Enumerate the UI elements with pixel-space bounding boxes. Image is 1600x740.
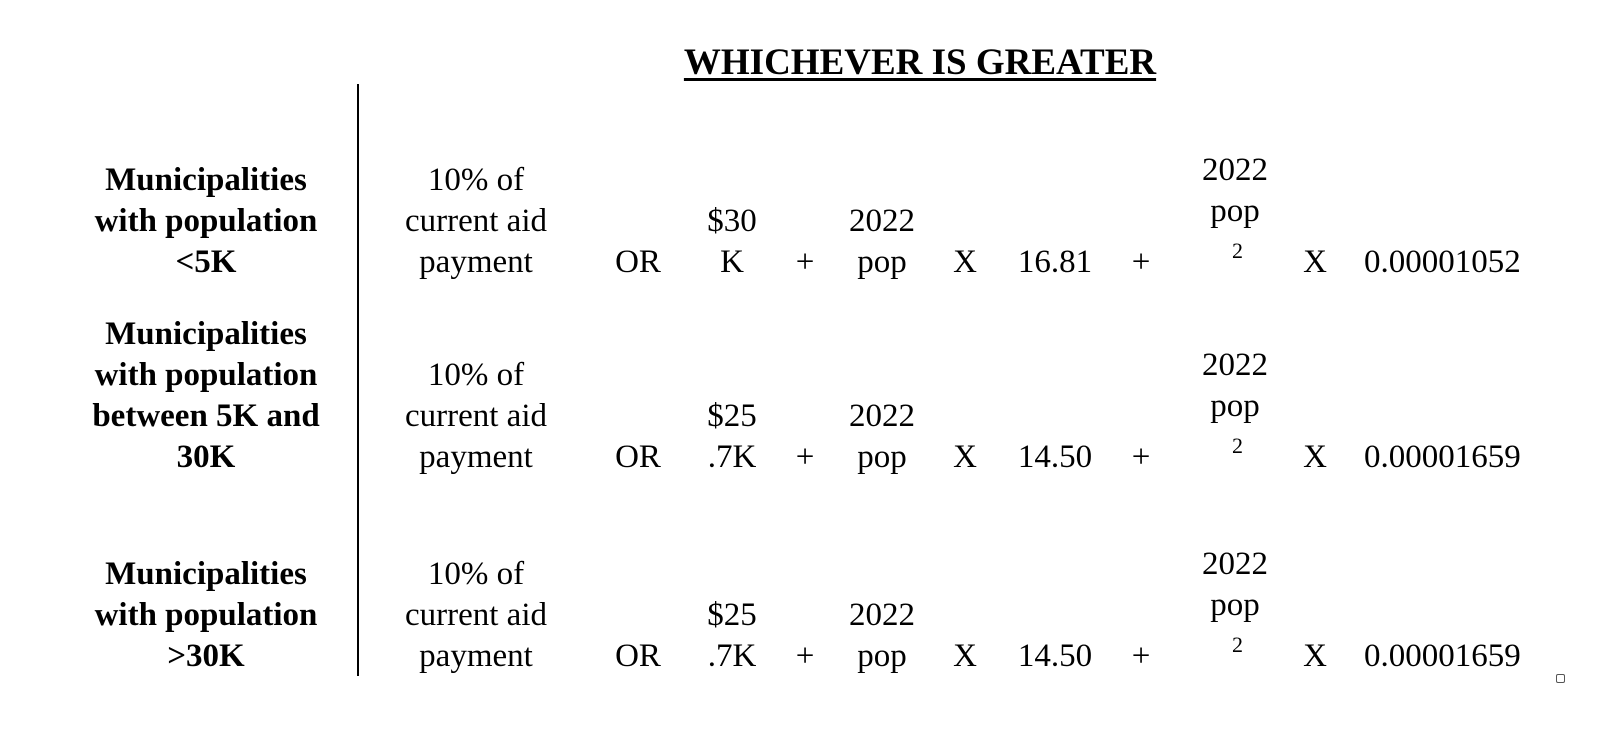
plus-operator: + <box>1131 244 1151 280</box>
population-squared-line: 2022 <box>1202 152 1268 188</box>
population-term-line: pop <box>857 638 907 674</box>
base-amount-line: .7K <box>707 439 757 475</box>
base-amount-line: $25 <box>707 597 757 633</box>
times-operator: X <box>1303 244 1327 280</box>
population-squared-term <box>1180 150 1290 283</box>
base-amount <box>694 396 770 478</box>
page-title: WHICHEVER IS GREATER <box>683 42 1157 83</box>
row-label-line: Municipalities <box>105 316 307 352</box>
population-squared-line: pop <box>1210 388 1260 424</box>
exponent: 2 <box>1232 433 1243 458</box>
row-label-line: with population <box>94 597 318 633</box>
or-operator: OR <box>615 638 661 674</box>
paragraph-anchor-icon <box>1556 674 1565 683</box>
base-amount-line: .7K <box>707 638 757 674</box>
base-amount-line: $30 <box>707 203 757 239</box>
aid-percent-term <box>386 160 566 283</box>
linear-coefficient: 16.81 <box>1017 244 1093 280</box>
base-amount-line: $25 <box>707 398 757 434</box>
exponent: 2 <box>1232 632 1243 657</box>
linear-coefficient: 14.50 <box>1017 439 1093 475</box>
row-label <box>78 554 334 677</box>
formula-row-under-5k <box>0 152 1600 283</box>
row-label-line: between 5K and <box>92 398 320 434</box>
base-amount-line: K <box>720 244 744 280</box>
population-squared-line: pop <box>1210 193 1260 229</box>
population-term <box>832 201 932 283</box>
population-squared-line: 2022 <box>1202 347 1268 383</box>
aid-percent-term <box>386 355 566 478</box>
times-operator: X <box>953 638 977 674</box>
exponent: 2 <box>1232 238 1243 263</box>
row-label-line: >30K <box>167 638 245 674</box>
row-label-line: <5K <box>175 244 237 280</box>
or-operator: OR <box>615 244 661 280</box>
row-label-line: with population <box>94 203 318 239</box>
aid-term-line: 10% of <box>427 357 525 393</box>
times-operator: X <box>1303 439 1327 475</box>
aid-term-line: current aid <box>404 597 547 633</box>
row-label <box>78 160 334 283</box>
population-squared-term <box>1180 345 1290 478</box>
or-operator: OR <box>615 439 661 475</box>
aid-term-line: 10% of <box>427 556 525 592</box>
times-operator: X <box>953 244 977 280</box>
population-term-line: pop <box>857 439 907 475</box>
population-squared-line: pop <box>1210 587 1260 623</box>
row-label-line: with population <box>94 357 318 393</box>
formula-row-over-30k <box>0 546 1600 677</box>
aid-term-line: 10% of <box>427 162 525 198</box>
population-term <box>832 396 932 478</box>
plus-operator: + <box>795 439 815 475</box>
population-term-line: 2022 <box>849 398 915 434</box>
row-label <box>78 314 334 478</box>
row-label-line: Municipalities <box>105 162 307 198</box>
times-operator: X <box>1303 638 1327 674</box>
population-term <box>832 595 932 677</box>
times-operator: X <box>953 439 977 475</box>
squared-coefficient: 0.00001659 <box>1364 638 1521 674</box>
aid-term-line: current aid <box>404 203 547 239</box>
population-term-line: pop <box>857 244 907 280</box>
aid-term-line: payment <box>419 638 533 674</box>
squared-coefficient: 0.00001052 <box>1364 244 1521 280</box>
population-term-line: 2022 <box>849 203 915 239</box>
plus-operator: + <box>795 638 815 674</box>
row-label-line: Municipalities <box>105 556 307 592</box>
population-squared-line: 2022 <box>1202 546 1268 582</box>
population-squared-term <box>1180 544 1290 677</box>
base-amount <box>694 595 770 677</box>
plus-operator: + <box>795 244 815 280</box>
plus-operator: + <box>1131 638 1151 674</box>
base-amount <box>694 201 770 283</box>
aid-term-line: current aid <box>404 398 547 434</box>
formula-row-5k-to-30k <box>0 314 1600 478</box>
linear-coefficient: 14.50 <box>1017 638 1093 674</box>
aid-term-line: payment <box>419 439 533 475</box>
aid-term-line: payment <box>419 244 533 280</box>
row-label-line: 30K <box>176 439 236 475</box>
population-term-line: 2022 <box>849 597 915 633</box>
plus-operator: + <box>1131 439 1151 475</box>
squared-coefficient: 0.00001659 <box>1364 439 1521 475</box>
aid-percent-term <box>386 554 566 677</box>
